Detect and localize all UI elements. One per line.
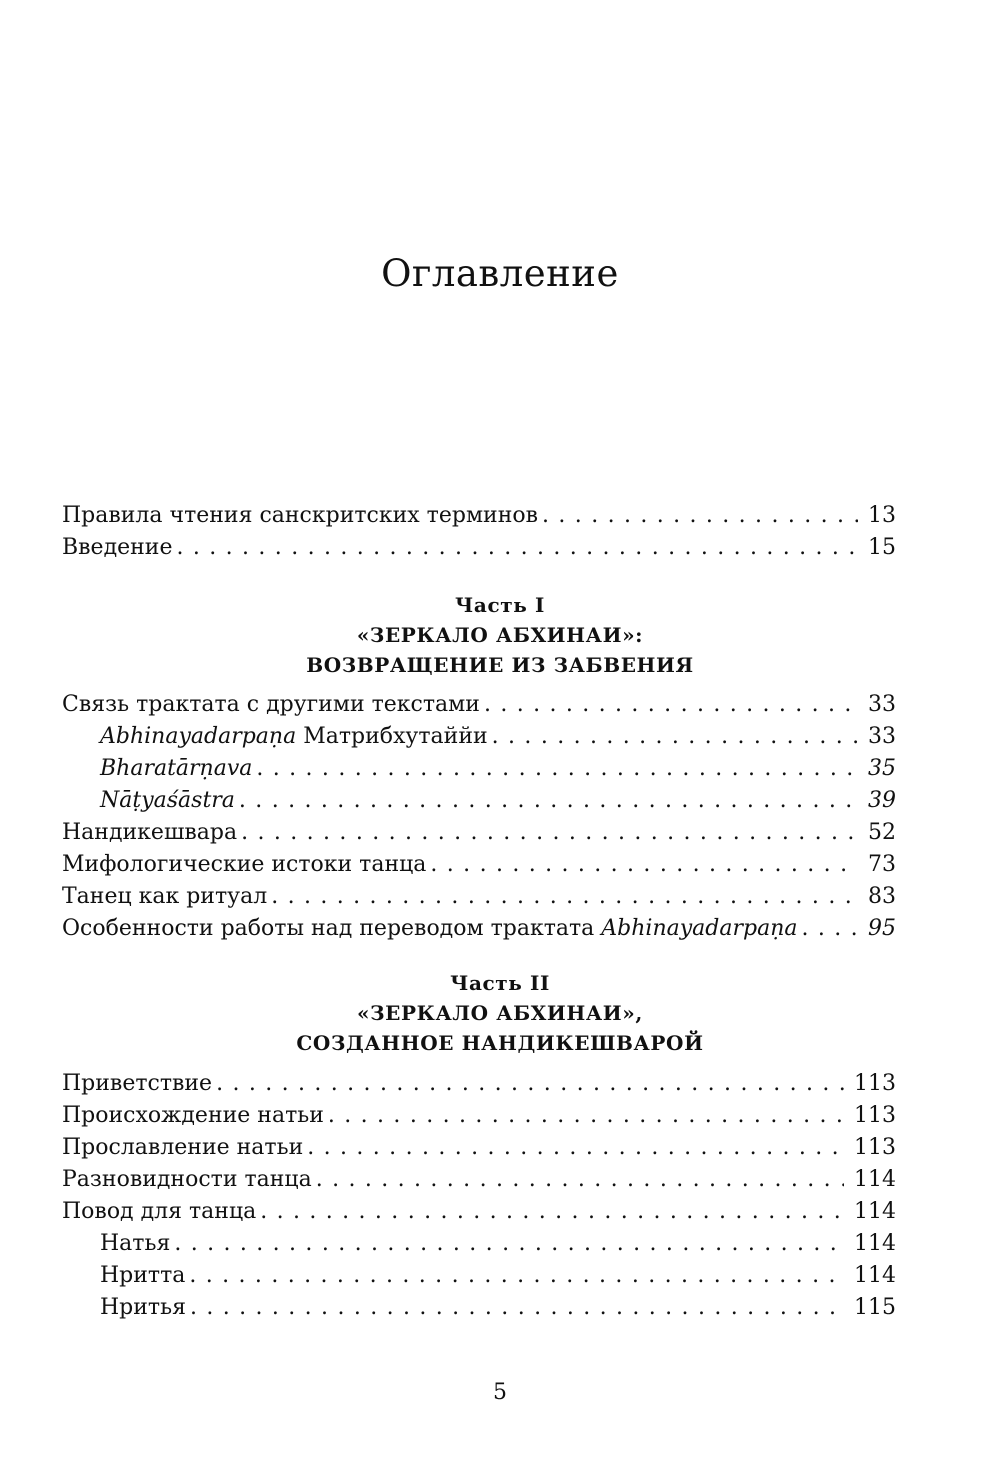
leader-dots (235, 785, 858, 817)
toc-entry[interactable] (62, 1132, 896, 1164)
toc-entry-label: Приветствие (62, 1071, 213, 1096)
toc-entry-label: Прославление натьи (62, 1135, 304, 1160)
toc-entry-label-text: Особенности работы над переводом трактата (62, 916, 602, 941)
toc-subentry[interactable] (62, 1260, 896, 1292)
toc-entry-label-italic: Abhinayadarpaṇa (100, 724, 297, 749)
toc-entry[interactable] (62, 849, 896, 881)
part-subtitle: СОЗДАННОЕ НАНДИКЕШВАРОЙ (296, 1031, 704, 1055)
toc-entry-label (62, 721, 488, 753)
toc-entry[interactable] (62, 689, 896, 721)
leader-dots (798, 913, 859, 945)
leader-dots (185, 1260, 844, 1292)
toc-entry-label: Мифологические истоки танца (62, 852, 427, 877)
toc-entry-label: Нритья (100, 1295, 186, 1320)
toc-entry-label: Nāṭyaśāstra (100, 788, 235, 813)
leader-dots (252, 753, 858, 785)
toc-subentry[interactable] (62, 1292, 896, 1324)
leader-dots (237, 817, 858, 849)
part-1-heading-block (0, 590, 1000, 680)
toc-entry-label-rest: Матрибхутаййи (296, 724, 488, 749)
leader-dots (488, 721, 858, 753)
page-title: Оглавление (381, 252, 619, 295)
leader-dots (312, 1164, 844, 1196)
leader-dots (256, 1196, 844, 1228)
leader-dots (186, 1292, 844, 1324)
toc-entry-label (62, 913, 798, 945)
toc-entry-label: Разновидности танца (62, 1167, 312, 1192)
toc-entry[interactable] (62, 817, 896, 849)
toc-entry-page: 52 (868, 820, 896, 845)
toc-subentry[interactable] (62, 753, 896, 785)
toc-entry-label: Bharatārṇava (100, 756, 253, 781)
toc-entry-page: 114 (854, 1199, 896, 1224)
toc-entry-page: 113 (854, 1103, 896, 1128)
toc-entry-label: Связь трактата с другими текстами (62, 692, 480, 717)
toc-entry-page: 35 (868, 756, 896, 781)
toc-entry-label: Танец как ритуал (62, 884, 268, 909)
toc-entry-page: 73 (868, 852, 896, 877)
leader-dots (303, 1132, 844, 1164)
toc-entry-label: Нандикешвара (62, 820, 238, 845)
toc-entry-page: 113 (854, 1071, 896, 1096)
toc-entry-page: 113 (854, 1135, 896, 1160)
toc-entry[interactable] (62, 913, 896, 945)
toc-entry-page: 33 (868, 724, 896, 749)
toc-entry-label: Происхождение натьи (62, 1103, 324, 1128)
toc-entry-label: Нритта (100, 1263, 186, 1288)
toc-entry[interactable] (62, 500, 896, 532)
leader-dots (172, 532, 858, 564)
toc-entry-label: Правила чтения санскритских терминов (62, 503, 539, 528)
toc-entry[interactable] (62, 1100, 896, 1132)
toc-entry-label: Введение (62, 535, 173, 560)
toc-subentry[interactable] (62, 785, 896, 817)
leader-dots (538, 500, 858, 532)
toc-entry-label: Повод для танца (62, 1199, 257, 1224)
toc-subentry[interactable] (62, 1228, 896, 1260)
toc-entry[interactable] (62, 1164, 896, 1196)
part-heading: Часть II (450, 971, 550, 995)
part-subtitle: «ЗЕРКАЛО АБХИНАИ»: (356, 623, 644, 647)
toc-entry-page: 114 (854, 1263, 896, 1288)
toc-entry[interactable] (62, 881, 896, 913)
toc-entry-page: 114 (854, 1167, 896, 1192)
toc-entry-page: 114 (854, 1231, 896, 1256)
toc-entry-page: 13 (868, 503, 896, 528)
toc-entry[interactable] (62, 1068, 896, 1100)
part-subtitle: «ЗЕРКАЛО АБХИНАИ», (357, 1001, 643, 1025)
toc-entry-page: 15 (868, 535, 896, 560)
leader-dots (426, 849, 858, 881)
part-2-heading-block (0, 968, 1000, 1058)
leader-dots (480, 689, 858, 721)
toc-entry-label: Натья (100, 1231, 171, 1256)
toc-entry[interactable] (62, 1196, 896, 1228)
page-number: 5 (493, 1380, 507, 1405)
leader-dots (212, 1068, 844, 1100)
leader-dots (170, 1228, 844, 1260)
leader-dots (267, 881, 858, 913)
toc-subentry[interactable] (62, 721, 896, 753)
toc-entry-label-italic: Abhinayadarpaṇa (601, 916, 798, 941)
part-heading: Часть I (455, 593, 545, 617)
toc-entry-page: 39 (868, 788, 896, 813)
toc-entry-page: 83 (868, 884, 896, 909)
toc-entry-page: 115 (854, 1295, 896, 1320)
toc-entry-page: 95 (868, 916, 896, 941)
leader-dots (324, 1100, 844, 1132)
toc-entry-page: 33 (868, 692, 896, 717)
part-subtitle: ВОЗВРАЩЕНИЕ ИЗ ЗАБВЕНИЯ (306, 653, 694, 677)
toc-entry[interactable] (62, 532, 896, 564)
